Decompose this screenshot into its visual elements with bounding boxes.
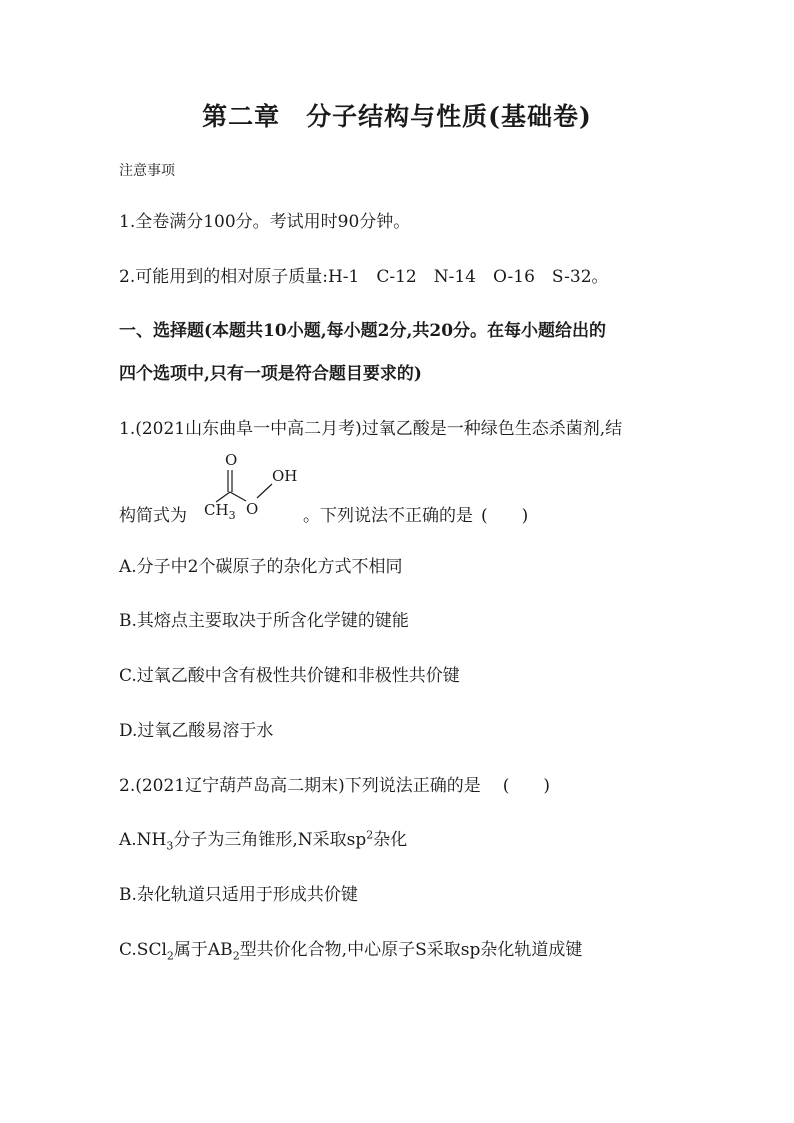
question-1-option-c: C.过氧乙酸中含有极性共价键和非极性共价键 bbox=[119, 666, 460, 686]
answer-blank: ( ) bbox=[502, 776, 551, 796]
structure-suffix: 。下列说法不正确的是 bbox=[303, 506, 473, 526]
question-1-option-d: D.过氧乙酸易溶于水 bbox=[119, 721, 274, 741]
section-heading-line-2: 四个选项中,只有一项是符合题目要求的) bbox=[119, 364, 422, 384]
carbonyl-oxygen-label: O bbox=[225, 451, 238, 469]
section-heading-line-1: 一、选择题(本题共10小题,每小题2分,共20分。在每小题给出的 bbox=[119, 321, 607, 341]
question-1-option-a: A.分子中2个碳原子的杂化方式不相同 bbox=[119, 557, 403, 577]
question-2-option-b: B.杂化轨道只适用于形成共价键 bbox=[119, 885, 358, 905]
note-item-1: 1.全卷满分100分。考试用时90分钟。 bbox=[119, 212, 411, 232]
structure-prefix: 构简式为 bbox=[119, 506, 187, 526]
page-title: 第二章 分子结构与性质(基础卷) bbox=[202, 102, 592, 131]
question-1-stem-cont bbox=[119, 501, 528, 526]
answer-blank: ( ) bbox=[481, 506, 529, 526]
question-2-stem: 2.(2021辽宁葫芦岛高二期末)下列说法正确的是 ( ) bbox=[119, 776, 551, 796]
question-2-option-c: C.SCl$_2$属于$AB_2$型共价化合物,中心原子S采取sp杂化轨道成键 bbox=[119, 940, 583, 963]
note-item-2: 2.可能用到的相对原子质量:H-1 C-12 N-14 O-16 S-32。 bbox=[119, 267, 609, 287]
notes-heading: 注意事项 bbox=[119, 163, 175, 179]
methyl-label: $CH_3$ bbox=[204, 501, 236, 522]
question-2-option-a: $A.NH_3$分子为三角锥形,N采取$sp^2$杂化 bbox=[119, 828, 408, 853]
hydroxyl-label: OH bbox=[272, 467, 298, 485]
ester-oxygen-label: O bbox=[246, 500, 259, 518]
question-1-stem: 1.(2021山东曲阜一中高二月考)过氧乙酸是一种绿色生态杀菌剂,结 bbox=[119, 419, 623, 439]
question-1-option-b: B.其熔点主要取决于所含化学键的键能 bbox=[119, 611, 409, 631]
